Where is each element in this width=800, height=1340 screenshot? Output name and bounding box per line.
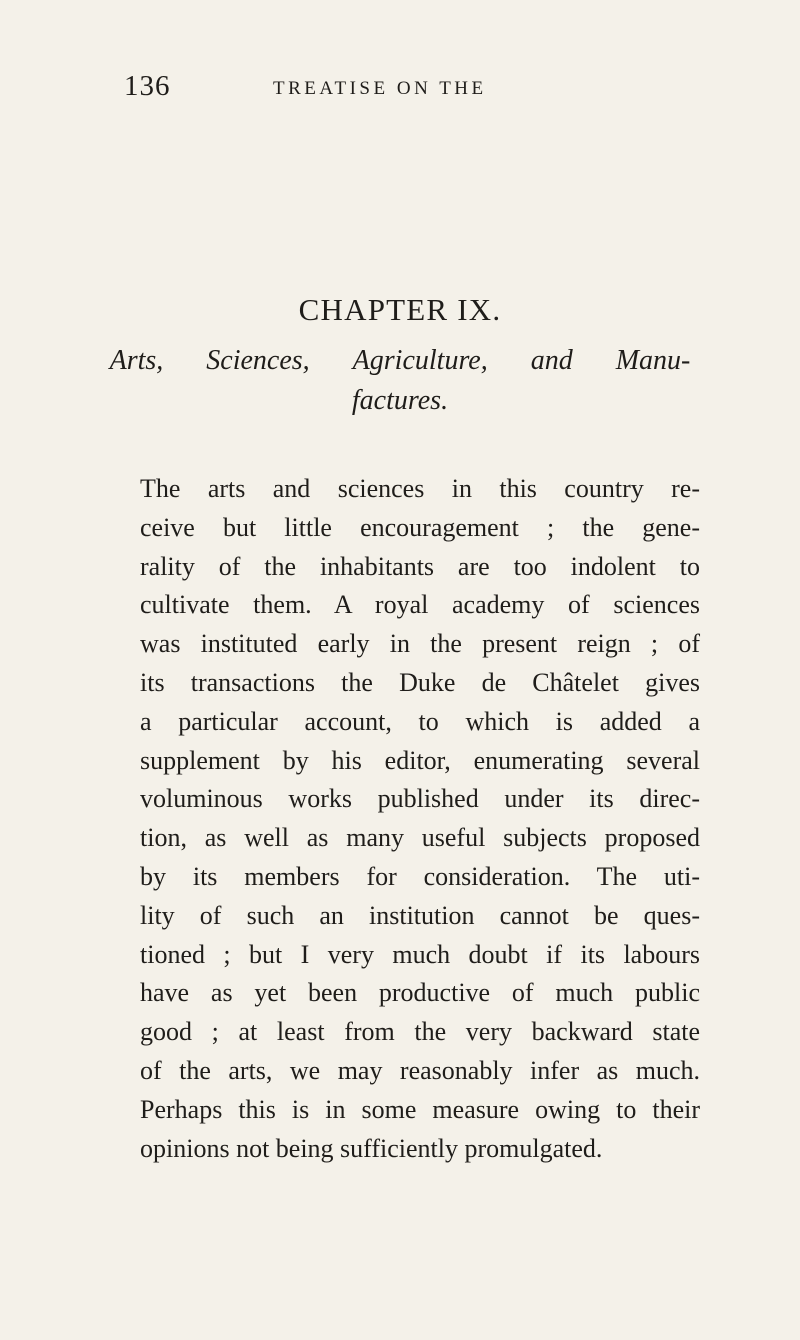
- body-line: of the arts, we may reasonably infer as much.: [140, 1055, 700, 1085]
- chapter-subtitle: [0, 345, 800, 377]
- subtitle-arts: Arts,: [109, 345, 164, 376]
- body-line: lity of such an institution cannot be ques-: [140, 900, 700, 930]
- body-line: its transactions the Duke de Châtelet gives: [140, 667, 700, 697]
- subtitle-agriculture: Agriculture,: [352, 345, 488, 376]
- body-line: by its members for consideration. The uti-: [140, 861, 700, 891]
- chapter-subtitle-continuation: factures.: [351, 385, 449, 416]
- body-line: cultivate them. A royal academy of sciences: [140, 590, 700, 620]
- running-title: TREATISE ON THE: [273, 78, 487, 99]
- body-line: have as yet been productive of much public: [140, 978, 700, 1008]
- body-line: Perhaps this is in some measure owing to their: [140, 1094, 700, 1124]
- chapter-heading: CHAPTER IX.: [298, 292, 502, 327]
- body-line: rality of the inhabitants are too indolent to: [140, 551, 700, 581]
- subtitle-manu: Manu-: [615, 345, 691, 376]
- body-line: The arts and sciences in this country re-: [140, 474, 700, 503]
- body-line: tion, as well as many useful subjects proposed: [140, 823, 700, 853]
- body-line: tioned ; but I very much doubt if its labours: [140, 939, 700, 969]
- body-line: a particular account, to which is added a: [140, 706, 700, 736]
- body-paragraph: [140, 470, 700, 1168]
- body-line: good ; at least from the very backward state: [140, 1017, 700, 1047]
- subtitle-sciences: Sciences,: [206, 345, 310, 376]
- body-line: opinions not being sufficiently promulgated.: [140, 1133, 603, 1163]
- body-line: supplement by his editor, enumerating several: [140, 745, 700, 775]
- running-head: [124, 70, 724, 110]
- body-line: ceive but little encouragement ; the gene-: [140, 512, 700, 542]
- subtitle-and: and: [530, 345, 573, 376]
- body-line: voluminous works published under its direc-: [140, 784, 700, 814]
- page-number: 136: [124, 70, 171, 102]
- body-line: was instituted early in the present reign ; of: [140, 629, 700, 659]
